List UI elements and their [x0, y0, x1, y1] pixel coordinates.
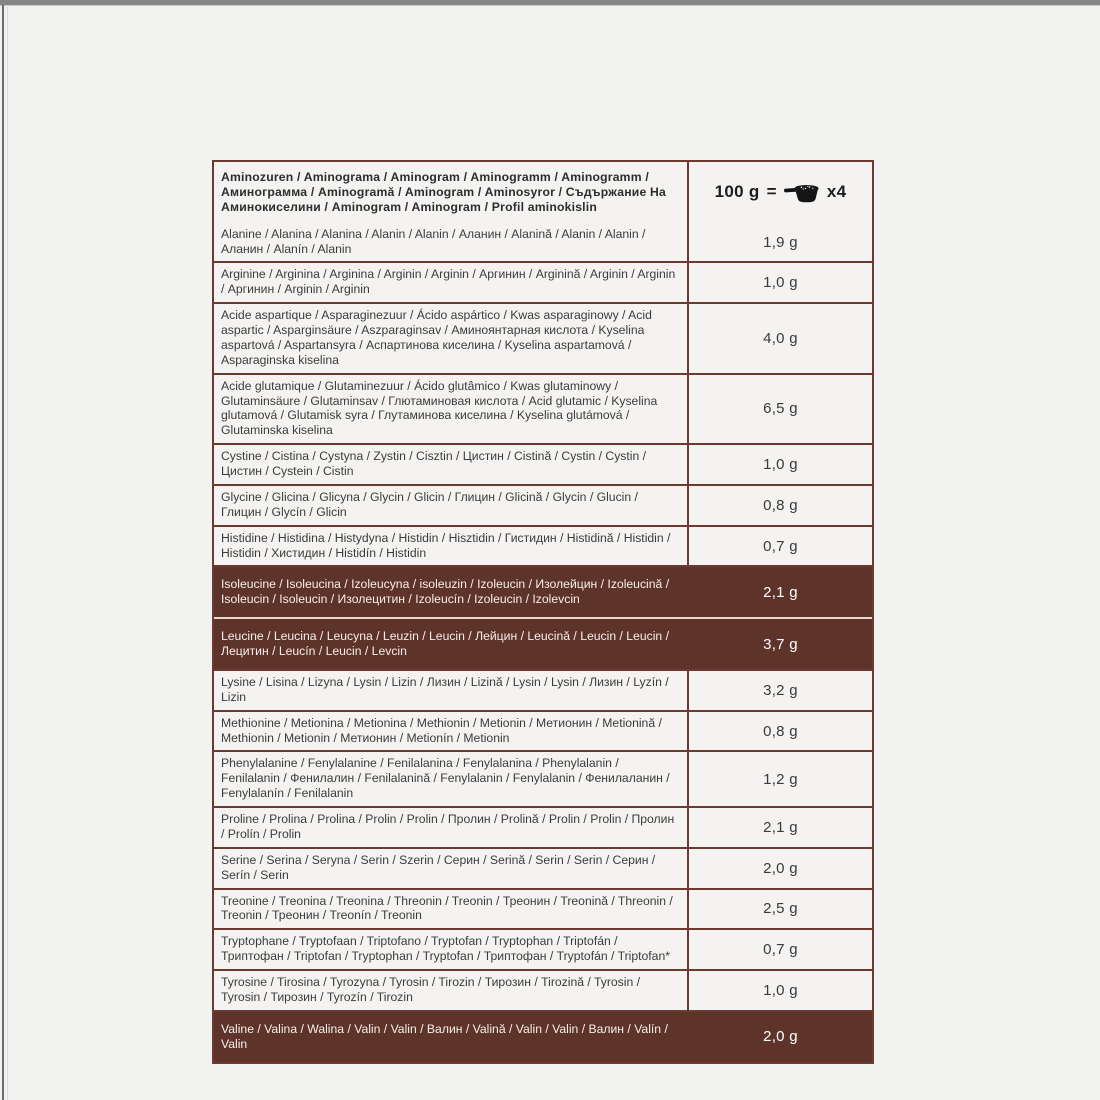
amino-table-body [214, 223, 872, 1062]
amino-acid-names: Tryptophane / Tryptofaan / Triptofano / Tryptofan / Tryptophan / Triptofán / Триптофан / Triptofan / Tryptophan / Tryptofan / Триптофан / Tryptofán / Triptofan* [214, 930, 689, 969]
amino-acid-amount: 1,0 g [763, 981, 798, 999]
table-row [214, 750, 872, 806]
amino-acid-names: Serine / Serina / Seryna / Serin / Szerin / Серин / Serină / Serin / Serin / Серин / Serín / Serin [214, 849, 689, 888]
scoop-multiplier: x4 [826, 182, 847, 202]
table-row [214, 484, 872, 525]
amino-acid-names: Glycine / Glicina / Glicyna / Glycin / Glicin / Глицин / Glicină / Glycin / Glucin / Глицин / Glycín / Glicin [214, 486, 689, 525]
table-row [214, 302, 872, 373]
amino-acid-names: Lysine / Lisina / Lizyna / Lysin / Lizin / Лизин / Lizină / Lysin / Lysin / Лизин / Lyzín / Lizin [214, 671, 689, 710]
table-row [214, 261, 872, 302]
amino-acid-amount: 0,8 g [763, 722, 798, 740]
table-row [214, 928, 872, 969]
amino-acid-amount: 0,7 g [763, 941, 798, 959]
table-row [214, 806, 872, 847]
amino-acid-names: Proline / Prolina / Prolina / Prolin / Prolin / Пролин / Prolină / Prolin / Prolin / Пролин / Prolín / Prolin [214, 808, 689, 847]
photo-frame-left-highlight [7, 5, 8, 1100]
amino-acid-names: Isoleucine / Isoleucina / Izoleucyna / isoleuzin / Izoleucin / Изолейцин / Izoleucină / Isoleucin / Isoleucin / Изолецитин / Izoleucín / Izoleucin / Izolevcin [221, 577, 670, 607]
table-row [214, 969, 872, 1010]
amino-acid-names: Methionine / Metionina / Metionina / Methionin / Metionin / Метионин / Metionină / Methionin / Metionin / Метионин / Metionín / Metionin [214, 712, 689, 751]
amino-acid-amount: 1,0 g [763, 274, 798, 292]
amino-acid-amount: 2,5 g [763, 900, 798, 918]
amino-acid-amount: 3,7 g [763, 635, 798, 653]
amino-acid-names: Histidine / Histidina / Histydyna / Histidin / Hisztidin / Гистидин / Histidină / Histidin / Histidin / Хистидин / Histidín / Histidin [214, 527, 689, 566]
amino-acid-names: Cystine / Cistina / Cystyna / Zystin / Cisztin / Цистин / Cistină / Cystin / Cystin / Цистин / Cystein / Cistin [214, 445, 689, 484]
amino-acid-names: Acide glutamique / Glutaminezuur / Ácido glutâmico / Kwas glutaminowy / Glutaminsäure / Glutaminsav / Глютаминовая кислота / Acid glutamic / Kyselina glutamová / Glutamisk syra / Глутаминова киселина / Kyselina glutámová / Glutaminska kiselina [214, 375, 689, 444]
table-row [214, 669, 872, 710]
photo-frame-left-edge [2, 5, 4, 1100]
amino-acid-names: Acide aspartique / Asparaginezuur / Ácido aspártico / Kwas asparaginowy / Acid aspartic / Asparginsäure / Aszparaginsav / Аминоянтарная кислота / Kyselina aspartová / Aspartansyra / Аспартинова киселина / Kyselina aspartamová / Asparaginska kiselina [214, 304, 689, 373]
amino-acid-amount: 2,1 g [763, 583, 798, 601]
amino-acid-amount: 3,2 g [763, 681, 798, 699]
table-row [214, 888, 872, 929]
table-row [214, 223, 872, 262]
amino-acid-amount: 6,5 g [763, 400, 798, 418]
serving-info [689, 162, 872, 223]
amino-acid-amount: 2,0 g [763, 1028, 798, 1046]
table-row [214, 525, 872, 566]
amino-acid-names: Phenylalanine / Fenylalanine / Fenilalanina / Fenylalanina / Phenylalanin / Fenilalanin / Фенилалин / Fenilalanină / Fenylalanin / Fenylalanin / Фенилаланин / Fenylalanín / Fenilalanin [214, 752, 689, 806]
table-header-row [214, 162, 872, 223]
amino-acid-names: Tyrosine / Tirosina / Tyrozyna / Tyrosin / Tirozin / Тирозин / Tirozină / Tyrosin / Tyrosin / Тирозин / Tyrozín / Tirozin [214, 971, 689, 1010]
amino-acid-names: Alanine / Alanina / Alanina / Alanin / Alanin / Аланин / Alanină / Alanin / Alanin / Аланин / Alanín / Alanin [214, 223, 689, 262]
table-row [214, 373, 872, 444]
amino-acid-names: Valine / Valina / Walina / Valin / Valin / Валин / Valină / Valin / Valin / Валин / Valín / Valin [221, 1021, 668, 1051]
table-row [214, 617, 872, 669]
amino-acid-amount: 2,1 g [763, 818, 798, 836]
amino-acid-amount: 1,0 g [763, 456, 798, 473]
equals-sign: = [766, 182, 777, 202]
amino-acid-amount: 1,2 g [763, 770, 798, 788]
measuring-scoop-icon [784, 181, 820, 203]
amino-acid-amount: 0,8 g [763, 496, 798, 514]
table-row [214, 847, 872, 888]
photo-frame-top-edge [0, 0, 1100, 6]
serving-amount: 100 g [714, 182, 760, 202]
amino-acid-names: Leucine / Leucina / Leucyna / Leuzin / Leucin / Лейцин / Leucină / Leucin / Leucin / Лецитин / Leucín / Leucin / Levcin [221, 629, 669, 658]
amino-acid-names: Treonine / Treonina / Treonina / Threonin / Treonin / Треонин / Treonină / Threonin / Treonin / Треонин / Treonín / Treonin [214, 890, 689, 929]
amino-acid-names: Arginine / Arginina / Arginina / Arginin / Arginin / Аргинин / Arginină / Arginin / Arginin / Аргинин / Arginin / Arginin [214, 263, 689, 302]
serving-wrap [715, 181, 847, 203]
table-row [214, 1010, 872, 1062]
table-row [214, 443, 872, 484]
amino-acid-amount: 1,9 g [763, 233, 798, 251]
amino-acid-amount: 2,0 g [763, 859, 798, 877]
table-row [214, 565, 872, 617]
amino-acid-amount: 4,0 g [763, 329, 798, 347]
amino-acid-amount: 0,7 g [763, 537, 798, 555]
table-row [214, 710, 872, 751]
table-title: Aminozuren / Aminograma / Aminogram / Aminogramm / Aminogramm / Аминограмма / Aminogramă / Aminogram / Aminosyror / Съдържание На Аминокиселини / Aminogram / Aminogram / Profil aminokislin [214, 162, 689, 223]
aminogram-table [212, 160, 874, 1064]
